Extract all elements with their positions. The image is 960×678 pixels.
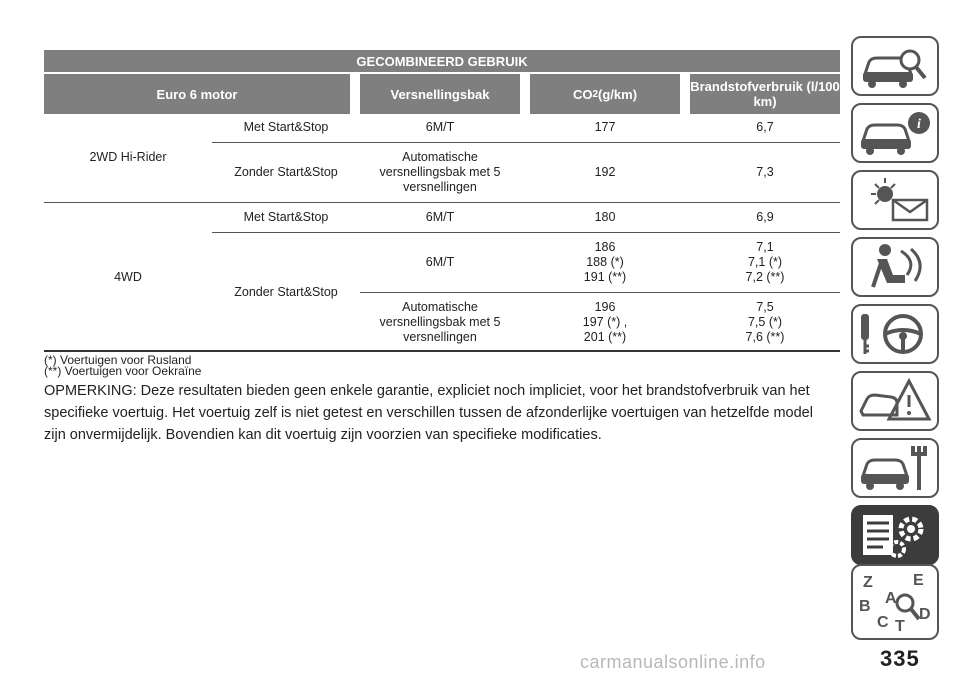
row2-system: Zonder Start&Stop bbox=[234, 164, 338, 179]
watermark: carmanualsonline.info bbox=[580, 652, 766, 672]
svg-text:D: D bbox=[919, 606, 931, 623]
table-header-row bbox=[44, 74, 840, 114]
row5-fuel-value: 7,5 bbox=[756, 299, 774, 314]
row-divider bbox=[212, 142, 840, 143]
tab-technical-data[interactable] bbox=[851, 505, 939, 565]
tab-knowing-the-car[interactable] bbox=[851, 36, 939, 96]
row4-co2 bbox=[530, 232, 680, 292]
row1-gearbox: 6M/T bbox=[425, 119, 455, 134]
row-divider bbox=[212, 232, 840, 233]
row5-fuel-value: 7,6 (**) bbox=[745, 329, 785, 344]
tab-starting-driving[interactable] bbox=[851, 304, 939, 364]
footnote-russia: (*) Voertuigen voor Rusland bbox=[44, 353, 192, 367]
row4-system: Zonder Start&Stop bbox=[234, 284, 338, 299]
row1-system: Met Start&Stop bbox=[243, 119, 329, 134]
airbag-seat-icon bbox=[855, 241, 935, 293]
tab-emergency[interactable] bbox=[851, 371, 939, 431]
car-maintenance-icon bbox=[855, 442, 935, 494]
row3-co2: 180 bbox=[594, 209, 616, 224]
row3-fuel: 6,9 bbox=[756, 209, 774, 224]
warning-lights-icon bbox=[855, 174, 935, 226]
footnotes bbox=[44, 355, 201, 377]
row4-co2-value: 188 (*) bbox=[586, 254, 624, 269]
header-divider bbox=[520, 74, 530, 114]
row5-co2-value: 197 (*) , bbox=[582, 314, 628, 329]
svg-text:E: E bbox=[913, 572, 924, 589]
row4-gearbox: 6M/T bbox=[425, 254, 455, 269]
tab-maintenance[interactable] bbox=[851, 438, 939, 498]
row4-fuel-value: 7,1 bbox=[756, 239, 774, 254]
row1-co2: 177 bbox=[594, 119, 616, 134]
svg-text:T: T bbox=[895, 618, 905, 635]
header-co2-sub: 2 bbox=[592, 88, 599, 100]
svg-text:A: A bbox=[885, 590, 897, 607]
footnote-ukraine: (**) Voertuigen voor Oekraïne bbox=[44, 364, 202, 378]
header-gearbox: Versnellingsbak bbox=[390, 86, 490, 102]
row1-fuel: 6,7 bbox=[756, 119, 774, 134]
tab-safety[interactable] bbox=[851, 237, 939, 297]
alphabetical-index-icon bbox=[855, 569, 935, 635]
header-fuel: Brandstofverbruik (l/100 km) bbox=[690, 79, 840, 109]
group-label-4wd: 4WD bbox=[114, 269, 142, 284]
tab-dashboard-info[interactable] bbox=[851, 103, 939, 163]
header-divider bbox=[350, 74, 360, 114]
row4-fuel-value: 7,2 (**) bbox=[745, 269, 785, 284]
table-title: GECOMBINEERD GEBRUIK bbox=[44, 50, 840, 74]
row-divider bbox=[360, 292, 840, 293]
row5-co2 bbox=[530, 292, 680, 352]
row4-co2-value: 186 bbox=[594, 239, 616, 254]
row2-fuel: 7,3 bbox=[756, 164, 774, 179]
row-divider bbox=[44, 202, 840, 203]
remark-paragraph: OPMERKING: Deze resultaten bieden geen enkele garantie, expliciet noch impliciet, voor het brandstofverbruik van het specifieke voertuig. Het voertuig zelf is niet getest en verschillen tussen de afzonderlijke voertuigen van hetzelfde model zijn onvermijdelijk. Bovendien kan dit voertuig zijn voorzien van specifieke modificaties. bbox=[44, 383, 813, 443]
consumption-table bbox=[44, 50, 840, 344]
table-bottom-rule bbox=[44, 350, 840, 352]
row5-gearbox: Automatische versnellingsbak met 5 versnellingen bbox=[379, 299, 501, 344]
header-divider bbox=[680, 74, 690, 114]
row5-co2-value: 196 bbox=[594, 299, 616, 314]
header-co2-main: CO bbox=[572, 86, 593, 102]
header-motor: Euro 6 motor bbox=[156, 86, 238, 102]
steering-wheel-key-icon bbox=[855, 308, 935, 360]
row5-fuel-value: 7,5 (*) bbox=[747, 314, 783, 329]
row4-co2-value: 191 (**) bbox=[583, 269, 627, 284]
svg-text:C: C bbox=[877, 614, 889, 631]
row4-fuel-value: 7,1 (*) bbox=[747, 254, 783, 269]
row5-fuel bbox=[690, 292, 840, 352]
car-info-icon bbox=[855, 107, 935, 159]
car-search-icon bbox=[855, 40, 935, 92]
svg-text:B: B bbox=[859, 598, 871, 615]
row2-gearbox: Automatische versnellingsbak met 5 versnellingen bbox=[379, 149, 501, 194]
row2-co2: 192 bbox=[594, 164, 616, 179]
row3-system: Met Start&Stop bbox=[243, 209, 329, 224]
technical-data-icon bbox=[855, 509, 935, 561]
svg-text:Z: Z bbox=[863, 574, 873, 591]
row5-co2-value: 201 (**) bbox=[583, 329, 627, 344]
header-co2 bbox=[530, 74, 680, 114]
tab-index[interactable] bbox=[851, 564, 939, 640]
row3-gearbox: 6M/T bbox=[425, 209, 455, 224]
svg-text:i: i bbox=[917, 117, 921, 132]
tab-warning-lights[interactable] bbox=[851, 170, 939, 230]
car-crash-warning-icon bbox=[855, 375, 935, 427]
group-label-2wd: 2WD Hi-Rider bbox=[89, 149, 167, 164]
header-co2-unit: (g/km) bbox=[598, 86, 638, 102]
row4-fuel bbox=[690, 232, 840, 292]
page-number: 335 bbox=[880, 646, 920, 671]
